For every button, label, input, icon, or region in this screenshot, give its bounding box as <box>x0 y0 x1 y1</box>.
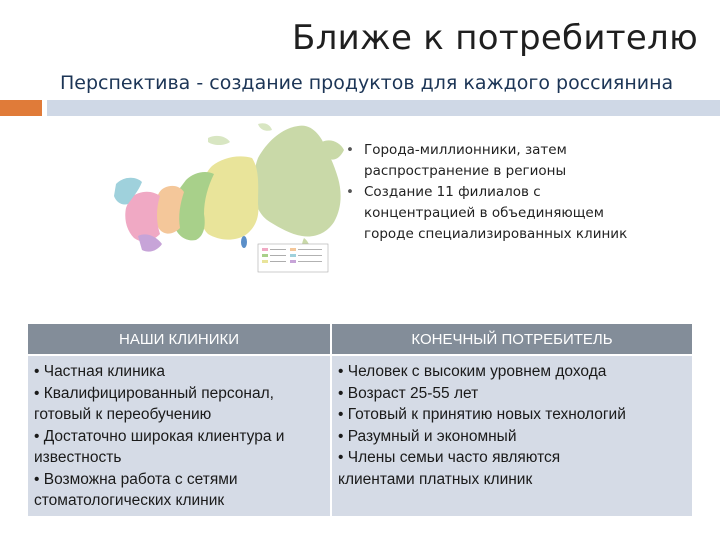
russia-regions-map-icon <box>108 118 350 280</box>
consumer-line: • Человек с высоким уровнем дохода <box>338 363 607 380</box>
bullet-item: • Города-миллионники, затем распространение в регионы <box>340 140 640 182</box>
clinics-cell <box>28 355 331 516</box>
clinics-line: • Частная клиника <box>34 363 166 380</box>
clinics-line: • Квалифицированный персонал, <box>34 384 274 402</box>
bullet-item: • Создание 11 филиалов с концентрацией в объединяющем городе специализированных клиник <box>340 182 640 245</box>
slide-title: Ближе к потребителю <box>291 18 698 58</box>
consumer-line: • Разумный и экономный <box>338 427 517 445</box>
clinics-line: готовый к переобучению <box>34 406 212 423</box>
table-header-consumer: КОНЕЧНЫЙ ПОТРЕБИТЕЛЬ <box>331 324 692 355</box>
consumer-line: клиентами платных клиник <box>338 470 533 488</box>
clinics-line: • Достаточно широкая клиентура и <box>34 427 285 445</box>
comparison-table <box>28 324 692 516</box>
consumer-line: • Возраст 25-55 лет <box>338 384 479 402</box>
consumer-line: • Члены семьи часто являются <box>338 449 561 466</box>
bullet-list <box>340 140 640 245</box>
consumer-cell <box>331 355 692 516</box>
clinics-line: • Возможна работа с сетями <box>34 470 238 488</box>
slide-subtitle: Перспектива - создание продуктов для каждого россиянина <box>60 72 674 94</box>
clinics-line: известность <box>34 449 122 466</box>
table-header-clinics: НАШИ КЛИНИКИ <box>28 324 331 355</box>
consumer-line: • Готовый к принятию новых технологий <box>338 406 626 423</box>
accent-bar-grey <box>47 100 720 116</box>
clinics-line: стоматологических клиник <box>34 492 225 509</box>
accent-bar-orange <box>0 100 42 116</box>
